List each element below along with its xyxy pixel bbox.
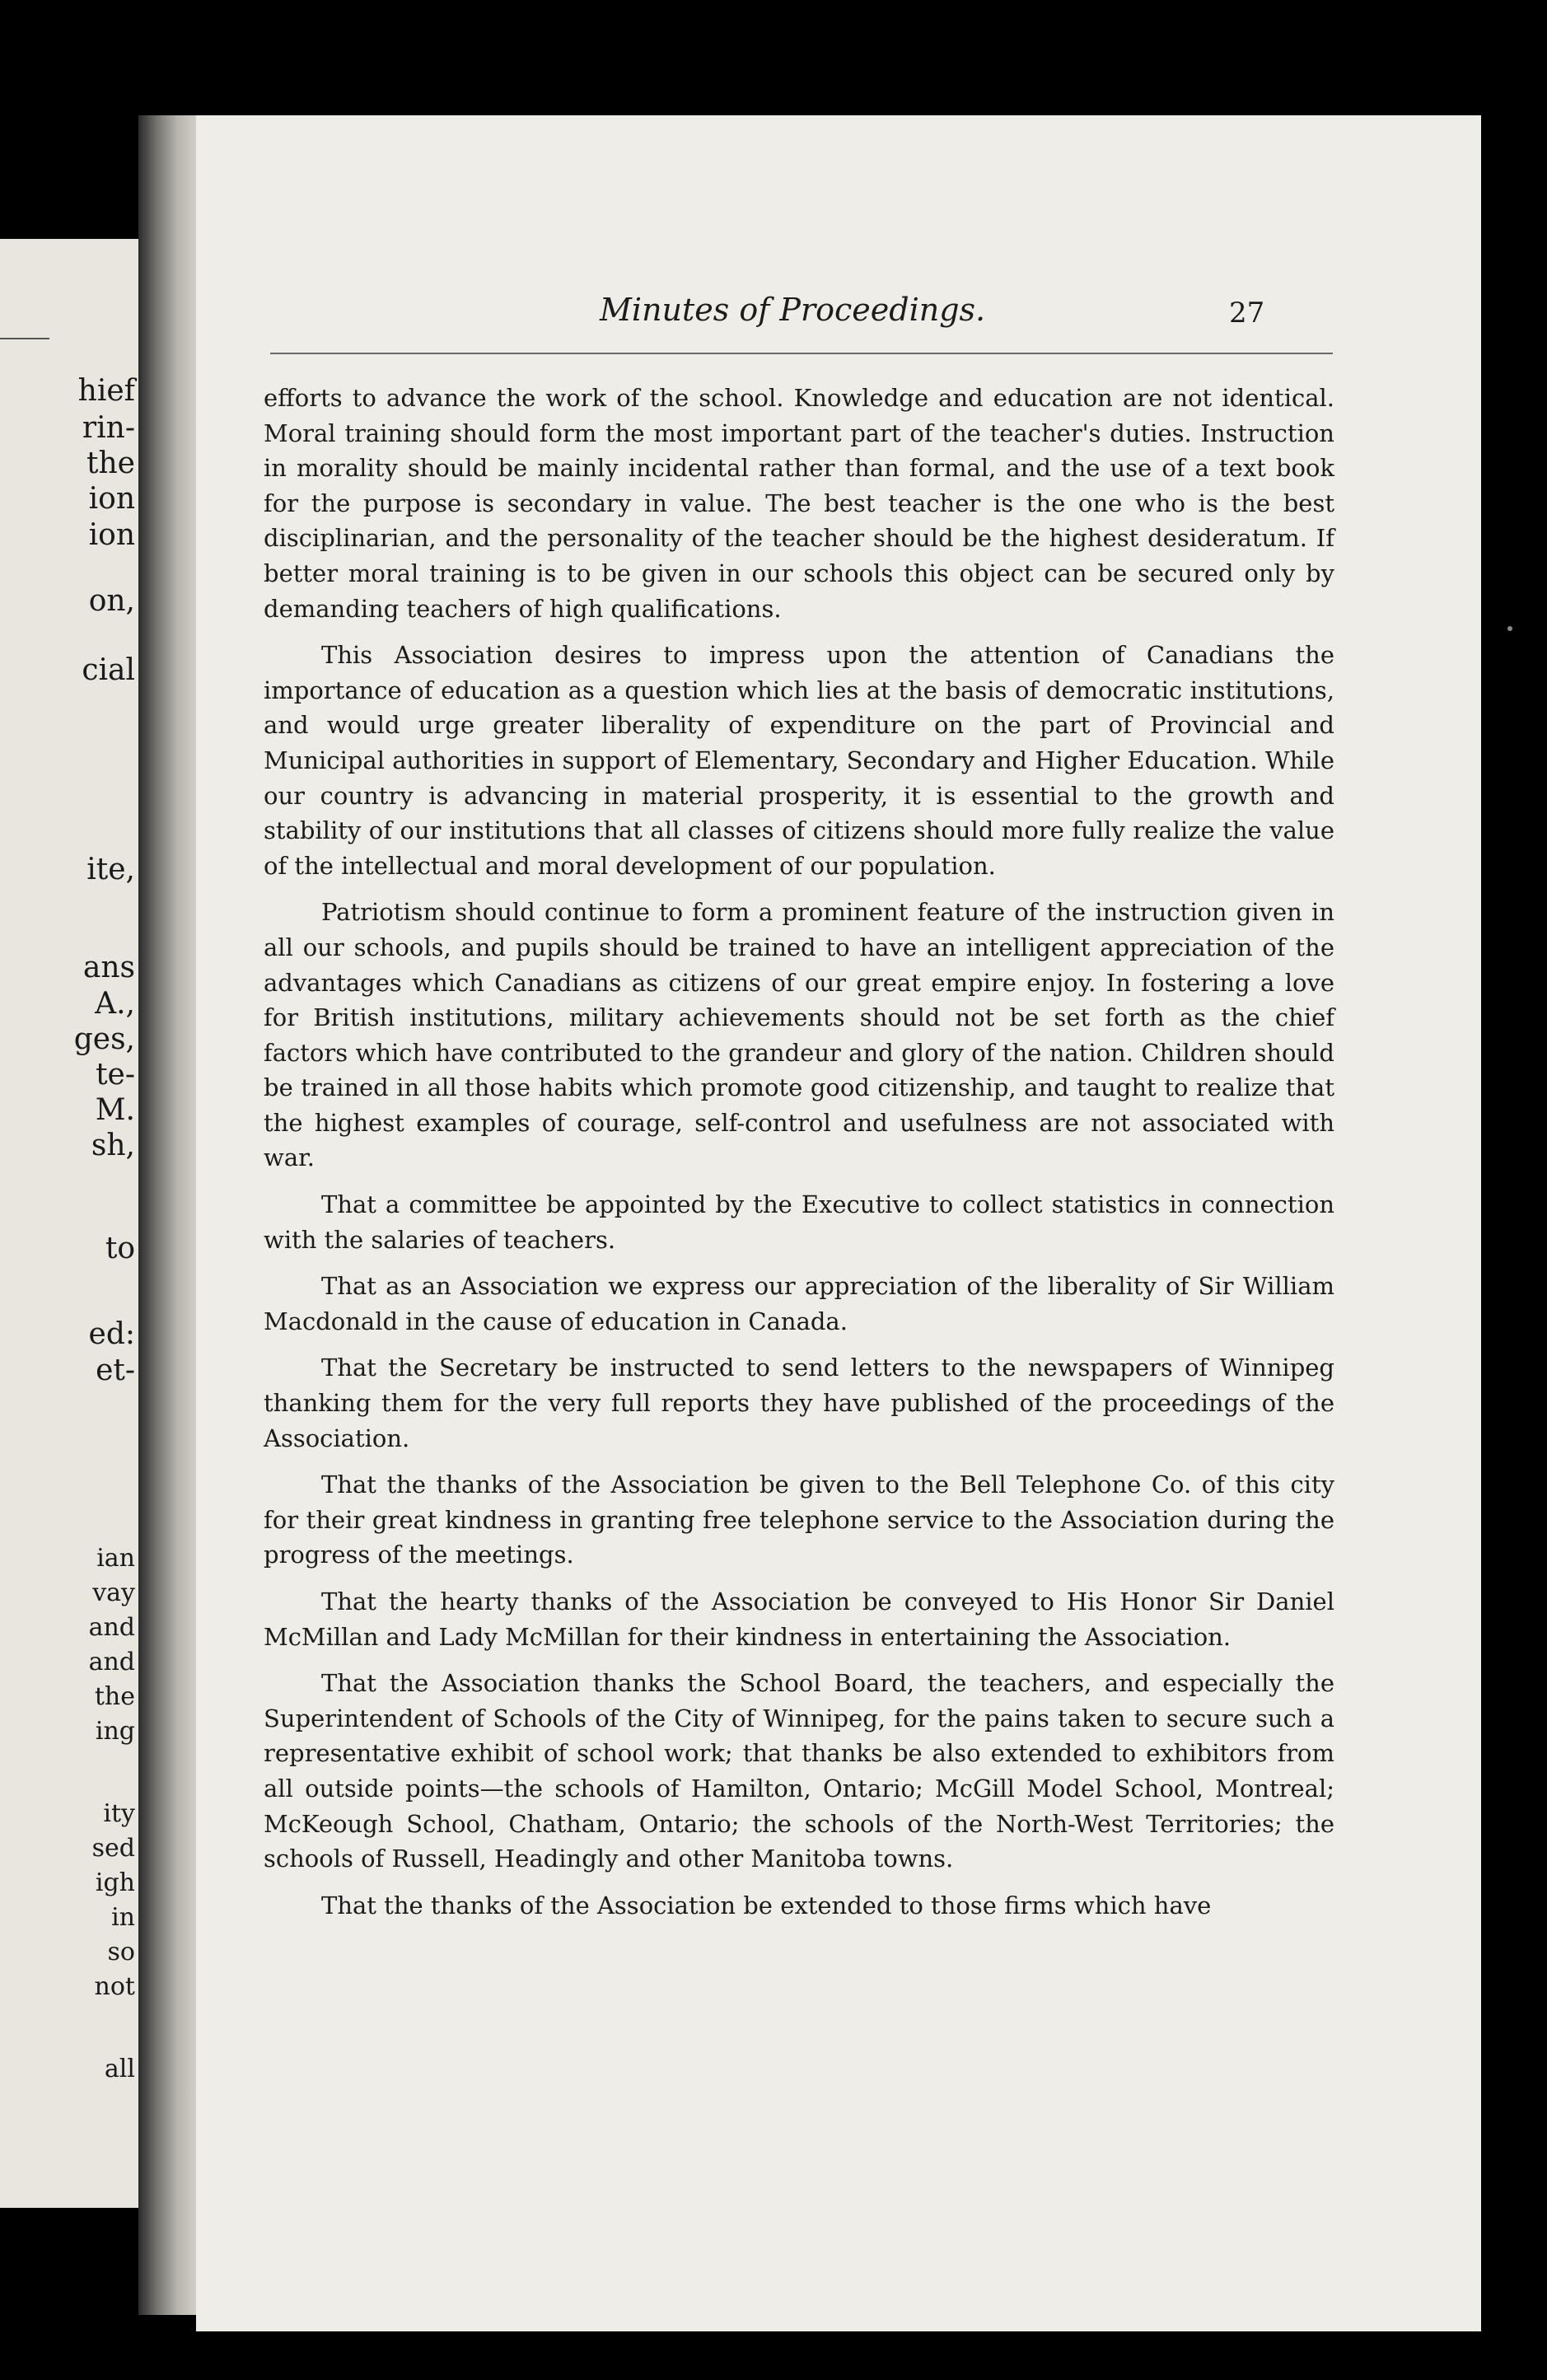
left-page-fragment: sh, bbox=[91, 1129, 135, 1162]
left-page-fragment: all bbox=[104, 2055, 135, 2083]
binding-gutter bbox=[138, 115, 204, 2315]
left-page-fragment: vay bbox=[92, 1578, 135, 1607]
left-facing-page bbox=[0, 239, 142, 2208]
left-page-fragment: and bbox=[88, 1648, 135, 1676]
left-page-fragment: ion bbox=[88, 482, 135, 516]
header-rule bbox=[270, 353, 1333, 354]
left-page-fragment: ite, bbox=[86, 853, 135, 886]
paragraph: Patriotism should continue to form a prominent feature of the instruction given in all our schools, and pupils should be trained to have an intelligent appreciation of the advantages which Canadians as citizens of our great empire enjoy. In fostering a love for British institutions, military achievements should not be set forth as the chief factors which have contributed to the grandeur and glory of the nation. Children should be trained in all those habits which promote good citizenship, and taught to realize that the highest examples of courage, self-control and usefulness are not associated with war. bbox=[264, 898, 1334, 1172]
left-page-fragment: to bbox=[105, 1232, 135, 1265]
paragraph: That a committee be appointed by the Executive to collect statistics in connection with the salaries of teachers. bbox=[264, 1190, 1334, 1254]
left-page-fragment: ity bbox=[103, 1799, 135, 1828]
paragraph: That the thanks of the Association be given to the Bell Telephone Co. of this city for their great kindness in granting free telephone service to the Association during the progress of the meetings. bbox=[264, 1471, 1334, 1569]
left-page-fragment: on, bbox=[88, 584, 135, 618]
left-page-fragment: ion bbox=[88, 518, 135, 552]
page-number: 27 bbox=[1229, 297, 1265, 330]
left-page-fragment: the bbox=[94, 1682, 135, 1711]
scan-speck bbox=[1507, 626, 1512, 631]
page-header bbox=[196, 292, 1333, 341]
left-page-fragment: and bbox=[88, 1613, 135, 1642]
left-page-fragment: sed bbox=[91, 1834, 135, 1863]
left-page-fragment: et- bbox=[96, 1354, 135, 1387]
left-page-fragment: ans bbox=[82, 951, 135, 984]
paragraph: That the thanks of the Association be extended to those firms which have bbox=[321, 1891, 1212, 1919]
paragraph: That the Secretary be instructed to send letters to the newspapers of Winnipeg thanking them for the very full reports they have published of the proceedings of the Association. bbox=[264, 1354, 1334, 1452]
left-page-fragment: ing bbox=[95, 1717, 135, 1746]
paragraph: That as an Association we express our appreciation of the liberality of Sir William Macdonald in the cause of education in Canada. bbox=[264, 1272, 1334, 1335]
body-text bbox=[264, 381, 1334, 1934]
left-page-fragment: A., bbox=[95, 987, 135, 1021]
left-page-fragment: M. bbox=[95, 1093, 135, 1127]
left-page-fragment: in bbox=[111, 1903, 135, 1932]
left-page-fragment: ed: bbox=[88, 1317, 135, 1351]
left-page-fragment: cial bbox=[82, 653, 135, 687]
left-page-fragment: the bbox=[86, 447, 135, 480]
left-page-fragment: not bbox=[94, 1972, 135, 2001]
left-page-rule bbox=[0, 338, 49, 339]
left-page-fragment: hief bbox=[77, 374, 135, 408]
running-head: Minutes of Proceedings. bbox=[600, 292, 986, 328]
left-page-fragment: ian bbox=[96, 1544, 135, 1573]
paragraph: efforts to advance the work of the school. Knowledge and education are not identical. Moral training should form the most important part of the teacher's duties. Instruction in morality should be mainly incidental rather than formal, and the use of a text book for the purpose is secondary in value. The best teacher is the one who is the best disciplinarian, and the personality of the teacher should be the highest desideratum. If better moral training is to be given in our schools this object can be secured only by demanding teachers of high qualifications. bbox=[264, 384, 1334, 623]
right-page bbox=[196, 115, 1481, 2331]
paragraph: This Association desires to impress upon the attention of Canadians the importance of education as a question which lies at the basis of democratic institutions, and would urge greater liberality of expenditure on the part of Provincial and Municipal authorities in support of Elementary, Secondary and Higher Education. While our country is advancing in material prosperity, it is essential to the growth and stability of our institutions that all classes of citizens should more fully realize the value of the intellectual and moral development of our population. bbox=[264, 641, 1334, 880]
left-page-fragment: so bbox=[107, 1938, 135, 1966]
left-page-fragment: te- bbox=[96, 1058, 135, 1092]
paragraph: That the Association thanks the School Board, the teachers, and especially the Superintendent of Schools of the City of Winnipeg, for the pains taken to secure such a representative exhibit of school work; that thanks be also extended to exhibitors from all outside points—the schools of Hamilton, Ontario; McGill Model School, Montreal; McKeough School, Chatham, Ontario; the schools of the North-West Territories; the schools of Russell, Headingly and other Manitoba towns. bbox=[264, 1669, 1334, 1873]
left-page-fragment: igh bbox=[95, 1868, 135, 1897]
left-page-fragment: rin- bbox=[82, 411, 135, 445]
paragraph: That the hearty thanks of the Association be conveyed to His Honor Sir Daniel McMillan and Lady McMillan for their kindness in entertaining the Association. bbox=[264, 1587, 1334, 1651]
left-page-fragment: ges, bbox=[73, 1022, 135, 1056]
